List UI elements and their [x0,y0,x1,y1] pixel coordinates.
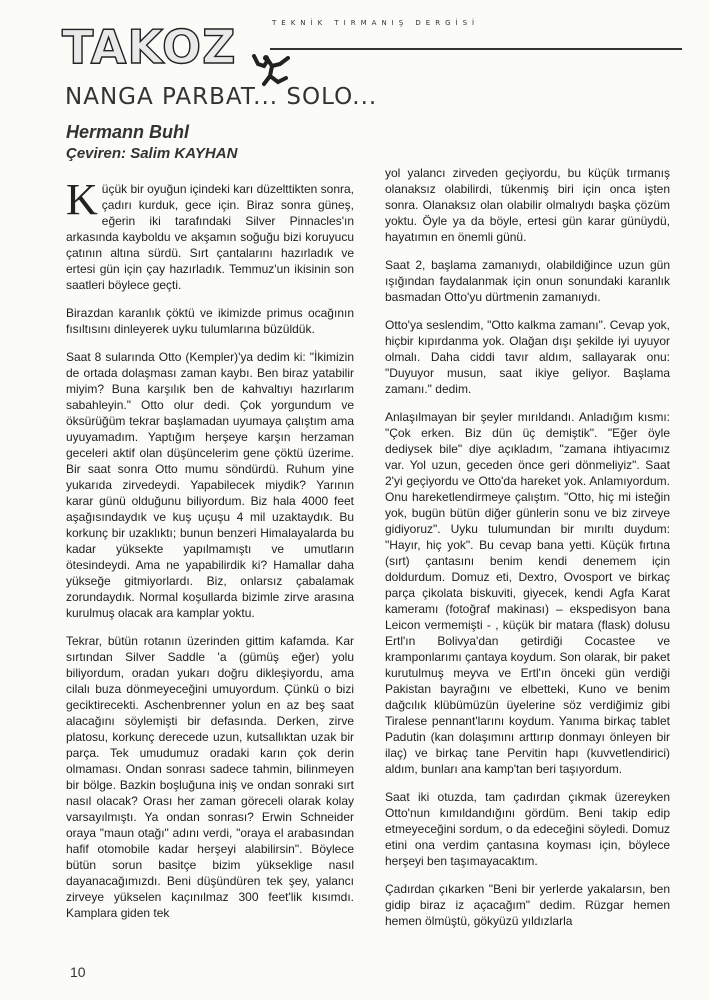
magazine-logo: TAKOZ [62,20,237,74]
paragraph: yol yalancı zirveden geçiyordu, bu küçük tırmanış olanaksız olabilirdi, tükenmiş biri için onca işten sonra. Olanaksız olan olabilir olmalıydı başka çözüm yoktu. Öyle ya da böyle, ertesi gün karar günüydü, hayatımın en önemli günü. [385,166,670,244]
paragraph: Otto'ya seslendim, "Otto kalkma zamanı". Cevap yok, hiçbir kıpırdanma yok. Olağan dışı şekilde iyi uyuyor olmalı. Daha ciddi tavır aldım, sallayarak onu: "Duyuyor musun, saat ikiye geliyor. Başlama zamanı." dedim. [385,318,670,396]
paragraph: Saat iki otuzda, tam çadırdan çıkmak üzereyken Otto'nun kımıldandığını gördüm. Beni takip edip etmeyeceğini sordum, o da edeceğini söyledi. Domuz etini ona verdim çantasına koyması için, böylece herşeyi ben taşımayacaktım. [385,790,670,868]
translator-credit: Çeviren: Salim KAYHAN [66,145,238,162]
article-title: NANGA PARBAT... SOLO... [65,84,378,110]
paragraph-text: üçük bir oyuğun içindeki karı düzelttikten sonra, çadırı kurduk, gece için. Biraz sonra güneş, eğerin iki tarafındaki Silver Pinnacles'ın arkasında kayboldu ve akşamın soğuğu bizi koruyucu çatının altına sürdü. Sırt çantalarını hazırladık ve ertesi gün için çay hazırladık. Temmuz'un ikisinin son saatleri böylece geçti. [66,182,354,292]
paragraph: Tekrar, bütün rotanın üzerinden gittim kafamda. Kar sırtından Silver Saddle 'a (gümüş eğer) yolu biliyordum, oradan yukarı doğru dikleşiyordu, ama cilalı buza dönmeyeceğini umuyordum. Çünkü o bizi geciktirecekti. Aschenbrenner yolun en az beş saat alacağını söylemişti bir defasında. Derken, zirve platosu, korkunç derecede uzun, kutsallıktan uzak bir parça. Tek umudumuz oradaki karın çok derin olmaması. Ondan sonrası sadece tahmin, bilinmeyen bir bölge. Bazkin boşluğuna iniş ve ondan sonraki sırt nasıl olacak? Orası her zaman göreceli olarak kolay varsayılmıştı. Ya ondan sonrası? Erwin Schneider oraya "maun otağı" adını verdi, "oraya el arabasından hafif otomobile kadar herşeyi alabilirsin". Böylece bütün sorun basitçe bizim yükseklige nasıl dayanacağımızdı. Beni düşündüren tek şey, yalancı zirveye yükselen kaçınılmaz 300 feet'lik kısımdı. Kamplara giden tek [66,634,354,920]
paragraph: Anlaşılmayan bir şeyler mırıldandı. Anladığım kısmı: "Çok erken. Biz dün üç demiştik". "Eğer öyle dediysek bile" diye açıkladım, "zamana ihtiyacımız var. Yol uzun, geceden önce geri dönmeliyiz". Saat 2'yi geçiyordu ve Otto'da hareket yok. Anlamıyordum. Onu hareketlendirmeye çalıştım. "Otto, hiç mi isteğin yok, bugün bütün diğer günlerin sonu ve biz zirveye gidiyoruz". Uyku tulumundan bir mırıltı duydum: "Hayır, hiç yok". Bu cevap bana yetti. Küçük fırtına (sırt) çantasını benim kendi denemem için doldurdum. Domuz eti, Dextro, Ovosport ve birkaç parça çikolata biskuviti, giyecek, kendi Agfa Karat kameramı (fotoğraf makinası) – ekspedisyon bana Leicon vermemişti - , küçük bir matara (flask) dolusu Ertl'ın Bolivya'dan getirdiği Cocastee ve kramponlarımı çantaya koydum. Son olarak, bir paket kurutulmuş meyva ve Ertl'ın önceki gün verdiği Pakistan bayrağını ve elbetteki, Kuno ve benim dağcılık klübümüzün üyelerine söz verdiğimiz gibi Tiralese pennant'larını koydum. Yanıma birkaç tablet Padutin (kan dolaşımını arttırıp donmayı önleyen bir ilaç) ve birkaç tane Pervitin hapı (kuvvetlendirici) aldım, bunları ana kamp'tan beri taşıyordum. [385,410,670,776]
paragraph: Saat 2, başlama zamanıydı, olabildiğince uzun gün ışığından faydalanmak için onun sonundaki karanlık basmadan Otto'yu dürtmenin zamanıydı. [385,258,670,304]
right-column [385,165,670,941]
author-name: Hermann Buhl [66,122,190,142]
paragraph: Çadırdan çıkarken "Beni bir yerlerde yakalarsın, ben gidip biraz iz açacağım" dedim. Rüzgar hemen hemen ölmüştü, gökyüzü yıldızlarla [385,882,670,928]
drop-cap: K [66,175,98,224]
paragraph [66,175,354,293]
left-column [66,175,354,933]
paragraph: Birazdan karanlık çöktü ve ikimizde primus ocağının fısıltısını dinleyerek uyku tulumlarına büzüldük. [66,306,354,336]
header-rule [270,48,682,50]
page-number: 10 [70,964,86,980]
masthead [62,14,707,82]
paragraph: Saat 8 sularında Otto (Kempler)'ya dedim ki: "İkimizin de ortada dolaşması zaman kaybı. Ben biraz yatabilir miyim? Buna karşılık ben de kahvaltıyı hazırlarım sabahleyin." Otto olur dedi. Çok yorgundum ve öksürüğüm tekrar başlamadan uyumaya çalıştım ama uyuyamadım. Yaptığım herşeye karşın herzaman geceleri aktif olan düşüncelerim gene çöktü üzerime. Bir saat sonra Otto mumu söndürdü. Ruhum yine yukarıda zirvedeydi. Yapabilecek miydik? Yarının karar günü olduğunu biliyordum. Biz hala 4000 feet aşağısındaydık ve kuş uçuşu 4 mil uzaktaydık. Bu korkunç bir uzaklıktı; bunun benzeri Himalayalarda bu kadar yüksekte yapılmamıştı ve umutların ötesindeydi. Ama ne yapabilirdik ki? Hamallar daha yükseğe gitmiyorlardı. Biz, onlarsız çabalamak zorundaydık. Normal koşullarda bizimle zirve arasına kurulmuş olacak ara kamplar yoktu. [66,350,354,620]
magazine-subtitle: TEKNİK TIRMANIŞ DERGİSİ [272,19,480,27]
